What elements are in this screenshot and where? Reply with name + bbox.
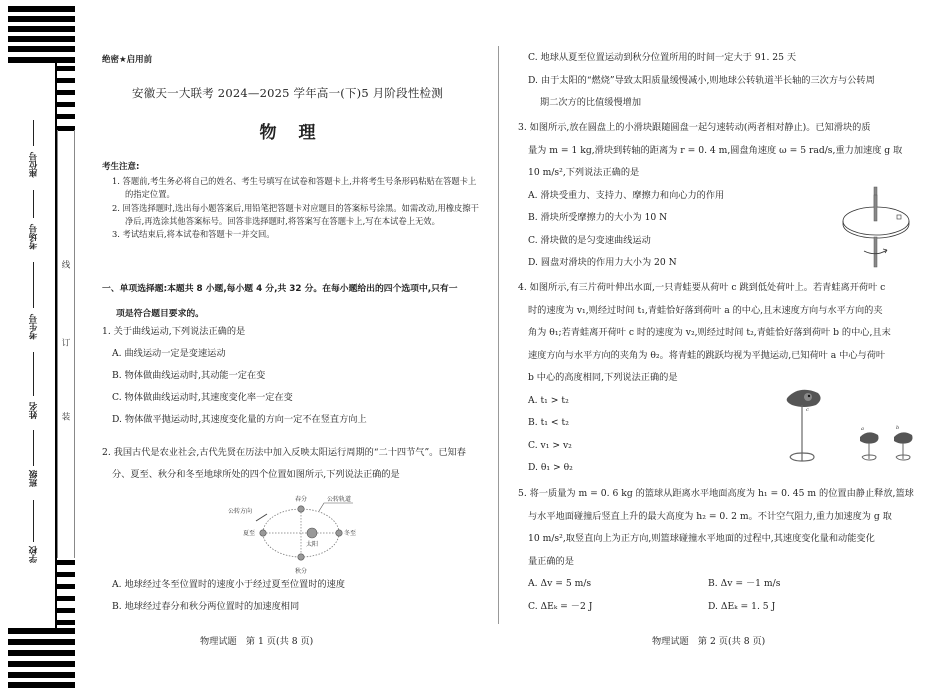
- question-stem: 与水平地面碰撞后竖直上升的最大高度为 h₂ = 0. 2 m。不计空气阻力,重力加速度为 g 取: [528, 510, 892, 522]
- name-field[interactable]: [33, 352, 34, 396]
- svg-text:b: b: [896, 425, 900, 431]
- notice-title: 考生注意:: [102, 162, 140, 172]
- question-stem: 4. 如图所示,有三片荷叶伸出水面,一只青蛙要从荷叶 c 跳到低处荷叶上。若青蛙离开荷叶 c: [518, 282, 886, 293]
- question-5: [518, 483, 918, 618]
- binding-bar: [8, 628, 75, 634]
- option-c: C. 物体做曲线运动时,其速度变化率一定在变: [112, 392, 293, 403]
- question-stem: 分、夏至、秋分和冬至地球所处的四个位置如图所示,下列说法正确的是: [112, 469, 400, 480]
- question-stem: 角为 θ₁;若青蛙离开荷叶 c 时的速度为 v₂,则经过时间 t₂,青蛙恰好落到荷叶 b 的中心,且末: [528, 327, 891, 338]
- question-stem: 量为 m = 1 kg,滑块到转轴的距离为 r = 0. 4 m,圆盘角速度 ω = 5 rad/s,重力加速度 g 取: [528, 144, 903, 156]
- option-d: D. 圆盘对滑块的作用力大小为 20 N: [528, 257, 677, 268]
- notice-item: 3. 考试结束后,将本试卷和答题卡一并交回。: [112, 229, 275, 240]
- binding-bar: [57, 584, 75, 589]
- option-c: C. 滑块做的是匀变速曲线运动: [528, 234, 651, 246]
- binding-bar: [8, 46, 75, 52]
- section-heading-line: 项是符合题目要求的。: [116, 309, 204, 319]
- option-a: A. t₁ > t₂: [528, 394, 569, 406]
- lotus-leaves-frog-figure: [780, 385, 930, 475]
- rotating-disc-figure: [831, 185, 921, 275]
- binding-bar: [8, 6, 75, 12]
- candidate-number-field[interactable]: [33, 262, 34, 308]
- svg-text:春分: 春分: [295, 496, 308, 503]
- page-footer: 物理试题 第 1 页(共 8 页): [200, 636, 314, 647]
- binding-bar: [57, 608, 75, 613]
- class-field[interactable]: [33, 430, 34, 466]
- subject-title: 物理: [259, 123, 338, 143]
- option-d: D. θ₁ > θ₂: [528, 462, 573, 473]
- svg-text:冬至: 冬至: [344, 530, 357, 537]
- school-label: 学校: [29, 546, 39, 563]
- option-d: D. 物体做平抛运动时,其速度变化量的方向一定不在竖直方向上: [112, 414, 367, 425]
- candidate-number-label: 考生号: [29, 314, 39, 340]
- option-b: B. 地球经过春分和秋分两位置时的加速度相同: [112, 601, 300, 612]
- option-b: B. Δv = －1 m/s: [708, 578, 781, 589]
- question-stem: 1. 关于曲线运动,下列说法正确的是: [102, 326, 246, 337]
- school-field[interactable]: [33, 500, 34, 542]
- question-stem: 速度方向与水平方向的夹角为 θ₂。将青蛙的跳跃均视为平抛运动,已知荷叶 a 中心与荷叶: [528, 349, 886, 361]
- binding-bar: [8, 16, 75, 22]
- question-stem: 10 m/s²,取竖直向上为正方向,则篮球碰撞水平地面的过程中,其速度变化量和动能变化: [528, 533, 875, 544]
- question-1: [102, 321, 487, 431]
- option-b: B. 滑块所受摩擦力的大小为 10 N: [528, 212, 668, 223]
- option-b: B. t₁ < t₂: [528, 417, 569, 428]
- page-divider: [498, 46, 499, 624]
- binding-bar: [57, 90, 75, 95]
- svg-text:公转轨道: 公转轨道: [327, 496, 352, 503]
- binding-bar: [8, 672, 75, 678]
- name-label: 姓名: [29, 402, 39, 419]
- option-c: C. v₁ > v₂: [528, 439, 572, 451]
- option-d-cont: 期二次方的比值缓慢增加: [540, 97, 642, 108]
- seat-number-label: 座位号: [29, 152, 39, 178]
- svg-text:a: a: [861, 426, 864, 432]
- seal-mark-line: 线: [60, 260, 70, 269]
- option-a: A. 曲线运动一定是变速运动: [112, 348, 226, 359]
- page-footer: 物理试题 第 2 页(共 8 页): [652, 636, 766, 647]
- svg-text:c: c: [806, 407, 809, 413]
- section-heading: [102, 277, 487, 327]
- binding-bar: [57, 66, 75, 71]
- svg-text:秋分: 秋分: [295, 568, 308, 575]
- exam-title: 安徽天一大联考 2024—2025 学年高一(下)5 月阶段性检测: [132, 86, 443, 100]
- section-heading-line: 一、单项选择题:本题共 8 小题,每小题 4 分,共 32 分。在每小题给出的四个选项中,只有一: [102, 284, 458, 294]
- options-row-1: [518, 573, 918, 596]
- option-a: A. 地球经过冬至位置时的速度小于经过夏至位置时的速度: [112, 579, 345, 590]
- option-a: A. 滑块受重力、支持力、摩擦力和向心力的作用: [528, 189, 725, 201]
- notice-list: [112, 175, 482, 241]
- question-stem: 2. 我国古代是农业社会,古代先贤在历法中加入反映太阳运行周期的“二十四节气”。已知春: [102, 447, 466, 458]
- binding-bar: [8, 650, 75, 656]
- svg-text:公转方向: 公转方向: [228, 508, 253, 515]
- binding-bar: [57, 572, 75, 577]
- question-2-options: [102, 574, 487, 618]
- binding-bar: [57, 620, 75, 625]
- exam-room-label: 考场号: [29, 224, 39, 250]
- option-c: C. 地球从夏至位置运动到秋分位置所用的时间一定大于 91. 25 天: [528, 52, 797, 63]
- exam-room-field[interactable]: [33, 190, 34, 218]
- binding-bar: [8, 639, 75, 645]
- notice-item: 1. 答题前,考生务必将自己的姓名、考生号填写在试卷和答题卡上,并将考生号条形码粘贴在答题卡上的指定位置。: [112, 176, 477, 200]
- option-b: B. 物体做曲线运动时,其动能一定在变: [112, 370, 266, 381]
- question-stem: 3. 如图所示,放在圆盘上的小滑块跟随圆盘一起匀速转动(两者相对静止)。已知滑块的质: [518, 122, 871, 133]
- question-2: [102, 442, 487, 486]
- binding-bar: [8, 36, 75, 42]
- notice-item: 2. 回答选择题时,选出每小题答案后,用铅笔把答题卡对应题目的答案标号涂黑。如需改动,用橡皮擦干净后,再选涂其他答案标号。回答非选择题时,将答案写在答题卡上,写在本试卷上无效。: [112, 202, 479, 226]
- binding-bar: [8, 661, 75, 667]
- option-a: A. Δv = 5 m/s: [528, 578, 592, 589]
- question-stem: 量正确的是: [528, 555, 574, 567]
- binding-strip: [0, 0, 78, 688]
- class-label: 班级: [29, 470, 39, 487]
- seal-mark-install: 装: [60, 412, 70, 421]
- binding-bar: [8, 26, 75, 32]
- seal-mark-bind: 订: [60, 338, 70, 347]
- question-stem: 时的速度为 v₁,则经过时间 t₁,青蛙恰好落到荷叶 a 的中心,且末速度方向与水平方向的夹: [528, 304, 883, 316]
- question-2-continued: [518, 47, 918, 115]
- question-stem: 5. 将一质量为 m = 0. 6 kg 的篮球从距离水平地面高度为 h₁ = 0. 45 m 的位置由静止释放,篮球: [518, 488, 914, 499]
- option-d: D. ΔEₖ = 1. 5 J: [708, 600, 776, 612]
- option-c: C. ΔEₖ = －2 J: [528, 600, 593, 612]
- orbit-diagram: [223, 488, 383, 578]
- question-stem: b 中心的高度相同,下列说法正确的是: [528, 372, 678, 383]
- svg-text:夏至: 夏至: [243, 530, 256, 537]
- binding-bar: [57, 78, 75, 83]
- binding-bar: [57, 560, 75, 565]
- question-stem: 10 m/s²,下列说法正确的是: [528, 167, 640, 178]
- svg-text:太阳: 太阳: [306, 541, 319, 548]
- binding-bar: [57, 102, 75, 107]
- binding-bar: [57, 596, 75, 601]
- options-row-2: [518, 596, 918, 619]
- binding-bar: [57, 114, 75, 119]
- option-d: D. 由于太阳的“燃烧”导致太阳质量缓慢减小,则地球公转轨道半长轴的三次方与公转周: [528, 74, 875, 86]
- seat-number-field[interactable]: [33, 120, 34, 146]
- secret-label: 绝密★启用前: [102, 55, 153, 65]
- binding-bar: [8, 682, 75, 688]
